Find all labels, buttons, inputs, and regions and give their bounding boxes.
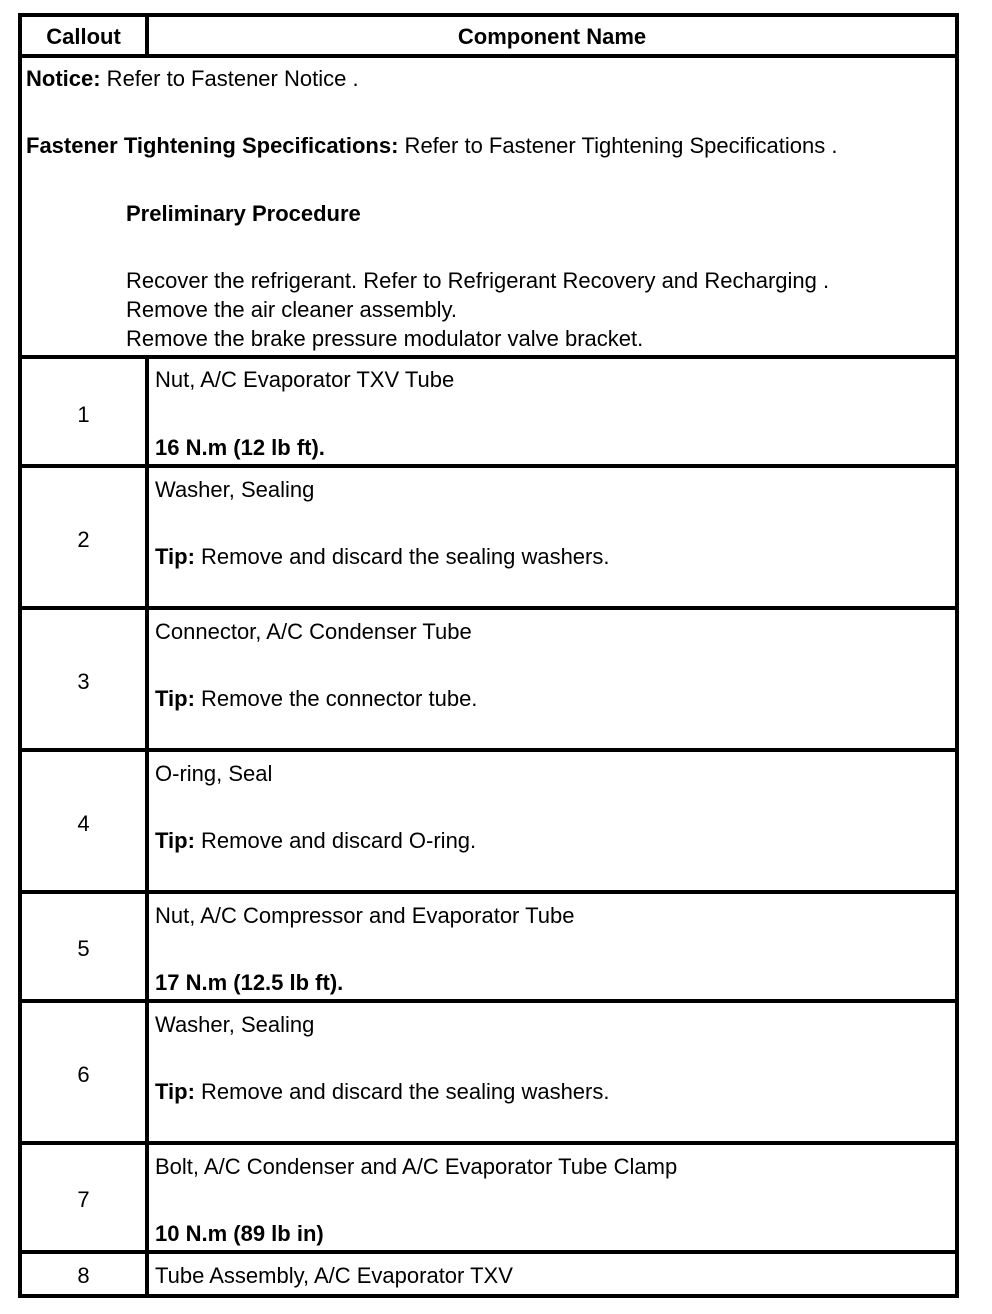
callout-number: 7	[77, 1187, 90, 1212]
preliminary-title: Preliminary Procedure	[126, 201, 361, 226]
callout-number: 3	[77, 669, 90, 694]
spec-text: Refer to Fastener Tightening Specifications .	[398, 133, 838, 158]
table-bottom-border	[18, 1294, 959, 1298]
component-name: Washer, Sealing	[155, 477, 315, 502]
step-1: Recover the refrigerant. Refer to Refrigerant Recovery and Recharging .	[126, 268, 830, 293]
row-6-bottom-border	[18, 1141, 959, 1145]
row-7-bottom-border	[18, 1250, 959, 1254]
detail-text: Remove the connector tube.	[194, 686, 478, 711]
notice-line	[26, 66, 359, 92]
header-bottom-border	[18, 54, 959, 58]
component-name: Nut, A/C Compressor and Evaporator Tube	[155, 903, 575, 928]
table-top-border	[18, 13, 959, 17]
row-2-bottom-border	[18, 606, 959, 610]
component-detail	[155, 1221, 324, 1247]
intro-bottom-border	[18, 355, 959, 359]
detail-label: Tip:	[155, 686, 195, 711]
detail-label: Tip:	[155, 828, 195, 853]
notice-text: Refer to Fastener Notice .	[100, 66, 359, 91]
detail-text: Remove and discard the sealing washers.	[194, 544, 610, 569]
detail-text: Remove and discard O-ring.	[194, 828, 477, 853]
detail-label: Tip:	[155, 544, 195, 569]
component-detail	[155, 435, 325, 461]
notice-label: Notice:	[26, 66, 101, 91]
row-1-bottom-border	[18, 464, 959, 468]
component-name: Washer, Sealing	[155, 1012, 315, 1037]
header-callout: Callout	[46, 24, 121, 49]
callout-number: 2	[77, 527, 90, 552]
component-detail	[155, 544, 609, 570]
callout-number: 5	[77, 936, 90, 961]
component-name: Connector, A/C Condenser Tube	[155, 619, 472, 644]
left-border	[18, 13, 22, 1298]
detail-text: Remove and discard the sealing washers.	[194, 1079, 610, 1104]
detail-label: Tip:	[155, 1079, 195, 1104]
callout-number: 4	[77, 811, 90, 836]
component-name: Tube Assembly, A/C Evaporator TXV	[155, 1263, 513, 1288]
detail-text: 16 N.m (12 lb ft).	[155, 435, 325, 460]
spec-label: Fastener Tightening Specifications:	[26, 133, 399, 158]
component-detail	[155, 828, 476, 854]
component-detail	[155, 970, 343, 996]
step-2: Remove the air cleaner assembly.	[126, 297, 457, 322]
row-4-bottom-border	[18, 890, 959, 894]
detail-text: 17 N.m (12.5 lb ft).	[155, 970, 344, 995]
header-component-name: Component Name	[457, 24, 647, 49]
component-detail	[155, 686, 477, 712]
component-detail	[155, 1079, 609, 1105]
row-3-bottom-border	[18, 748, 959, 752]
spec-line	[26, 133, 837, 159]
callout-number: 1	[77, 402, 90, 427]
component-name: Bolt, A/C Condenser and A/C Evaporator Tube Clamp	[155, 1154, 678, 1179]
column-divider-body	[145, 355, 149, 1298]
component-name: Nut, A/C Evaporator TXV Tube	[155, 367, 455, 392]
right-border	[955, 13, 959, 1298]
callout-number: 6	[77, 1062, 90, 1087]
callout-number: 8	[77, 1263, 90, 1288]
row-5-bottom-border	[18, 999, 959, 1003]
step-3: Remove the brake pressure modulator valve bracket.	[126, 326, 644, 351]
detail-text: 10 N.m (89 lb in)	[155, 1221, 324, 1246]
component-name: O-ring, Seal	[155, 761, 273, 786]
